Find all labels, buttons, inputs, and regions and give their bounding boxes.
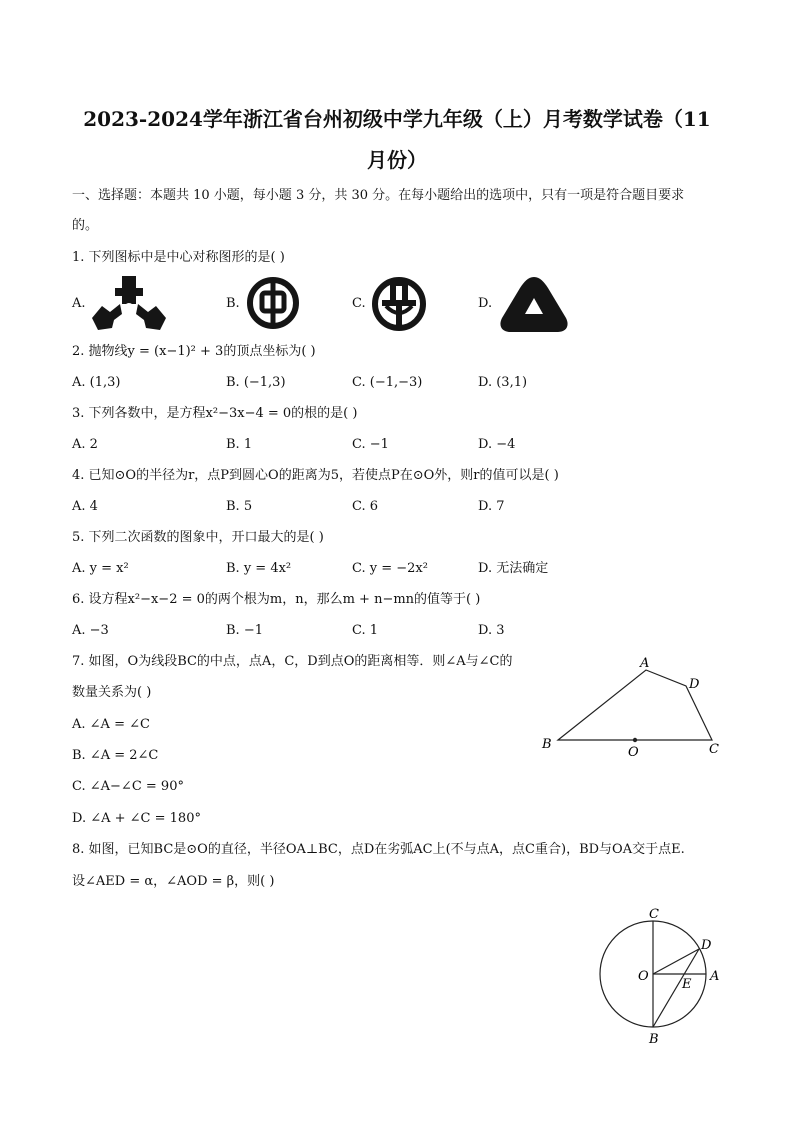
section-instructions-line1: 一、选择题：本题共 10 小题，每小题 3 分，共 30 分。在每小题给出的选项中，只有一项是符合题目要求: [72, 188, 685, 203]
q5-option-b: B. y = 4x²: [226, 561, 292, 576]
q7-option-b: B. ∠A = 2∠C: [72, 748, 159, 763]
label-d: D: [701, 938, 712, 953]
q8-circle-figure: [588, 904, 728, 1048]
q6-option-d: D. 3: [478, 623, 505, 638]
q6-option-a: A. −3: [72, 623, 109, 638]
rounded-triangle-logo-icon: [496, 274, 572, 336]
q3-stem: 3. 下列各数中，是方程x²−3x−4 = 0的根的是( ): [72, 406, 358, 421]
label-b: B: [649, 1032, 659, 1047]
q7-stem-line2: 数量关系为( ): [72, 685, 152, 700]
q5-option-a: A. y = x²: [72, 561, 129, 576]
q7-quadrilateral-figure: [536, 652, 726, 762]
bank-logo-three-arm-icon: [90, 274, 168, 334]
q3-option-d: D. −4: [478, 437, 516, 452]
q4-stem: 4. 已知⊙O的半径为r，点P到圆心O的距离为5，若使点P在⊙O外，则r的值可以是( ): [72, 468, 559, 483]
label-b: B: [542, 737, 552, 752]
q2-option-b: B. (−1,3): [226, 375, 286, 390]
label-a: A: [640, 656, 650, 671]
q7-option-d: D. ∠A + ∠C = 180°: [72, 811, 201, 826]
section-instructions-line2: 的。: [72, 218, 99, 233]
label-c: C: [709, 742, 719, 757]
q8-stem-line2: 设∠AED = α，∠AOD = β，则( ): [72, 874, 275, 889]
q4-option-d: D. 7: [478, 499, 505, 514]
agricultural-bank-logo-icon: [370, 276, 428, 332]
exam-title-line2: 月份）: [367, 148, 427, 172]
q6-stem: 6. 设方程x²−x−2 = 0的两个根为m，n，那么m + n−mn的值等于( ): [72, 592, 481, 607]
q1-stem: 1. 下列图标中是中心对称图形的是( ): [72, 250, 285, 265]
label-o: O: [628, 745, 639, 760]
q1-option-d: D.: [478, 296, 493, 311]
midpoint-o: [633, 738, 637, 742]
q7-option-c: C. ∠A−∠C = 90°: [72, 779, 184, 794]
q4-option-c: C. 6: [352, 499, 379, 514]
q2-stem: 2. 抛物线y = (x−1)² + 3的顶点坐标为( ): [72, 344, 316, 359]
q5-option-d: D. 无法确定: [478, 561, 549, 576]
q5-stem: 5. 下列二次函数的图象中，开口最大的是( ): [72, 530, 324, 545]
chord-bd: [653, 949, 699, 1027]
label-c: C: [649, 907, 659, 922]
q7-option-a: A. ∠A = ∠C: [72, 717, 150, 732]
q5-option-c: C. y = −2x²: [352, 561, 428, 576]
q1-option-b: B.: [226, 296, 240, 311]
q2-option-d: D. (3,1): [478, 375, 528, 390]
label-o: O: [638, 969, 649, 984]
q1-option-c: C.: [352, 296, 366, 311]
q6-option-c: C. 1: [352, 623, 379, 638]
bank-of-china-logo-icon: [246, 276, 300, 330]
q3-option-a: A. 2: [72, 437, 98, 452]
q3-option-c: C. −1: [352, 437, 389, 452]
label-d: D: [689, 677, 700, 692]
q2-option-c: C. (−1,−3): [352, 375, 423, 390]
exam-title-line1: 2023-2024学年浙江省台州初级中学九年级（上）月考数学试卷（11: [83, 107, 711, 131]
q7-stem-line1: 7. 如图，O为线段BC的中点，点A，C，D到点O的距离相等．则∠A与∠C的: [72, 654, 513, 669]
label-a: A: [710, 969, 720, 984]
q3-option-b: B. 1: [226, 437, 253, 452]
q4-option-b: B. 5: [226, 499, 253, 514]
label-e: E: [682, 977, 692, 992]
q2-option-a: A. (1,3): [72, 375, 121, 390]
q6-option-b: B. −1: [226, 623, 263, 638]
q8-stem-line1: 8. 如图，已知BC是⊙O的直径，半径OA⊥BC，点D在劣弧AC上(不与点A，点C重合)，BD与OA交于点E.: [72, 842, 685, 857]
q1-option-a: A.: [72, 296, 86, 311]
q4-option-a: A. 4: [72, 499, 98, 514]
